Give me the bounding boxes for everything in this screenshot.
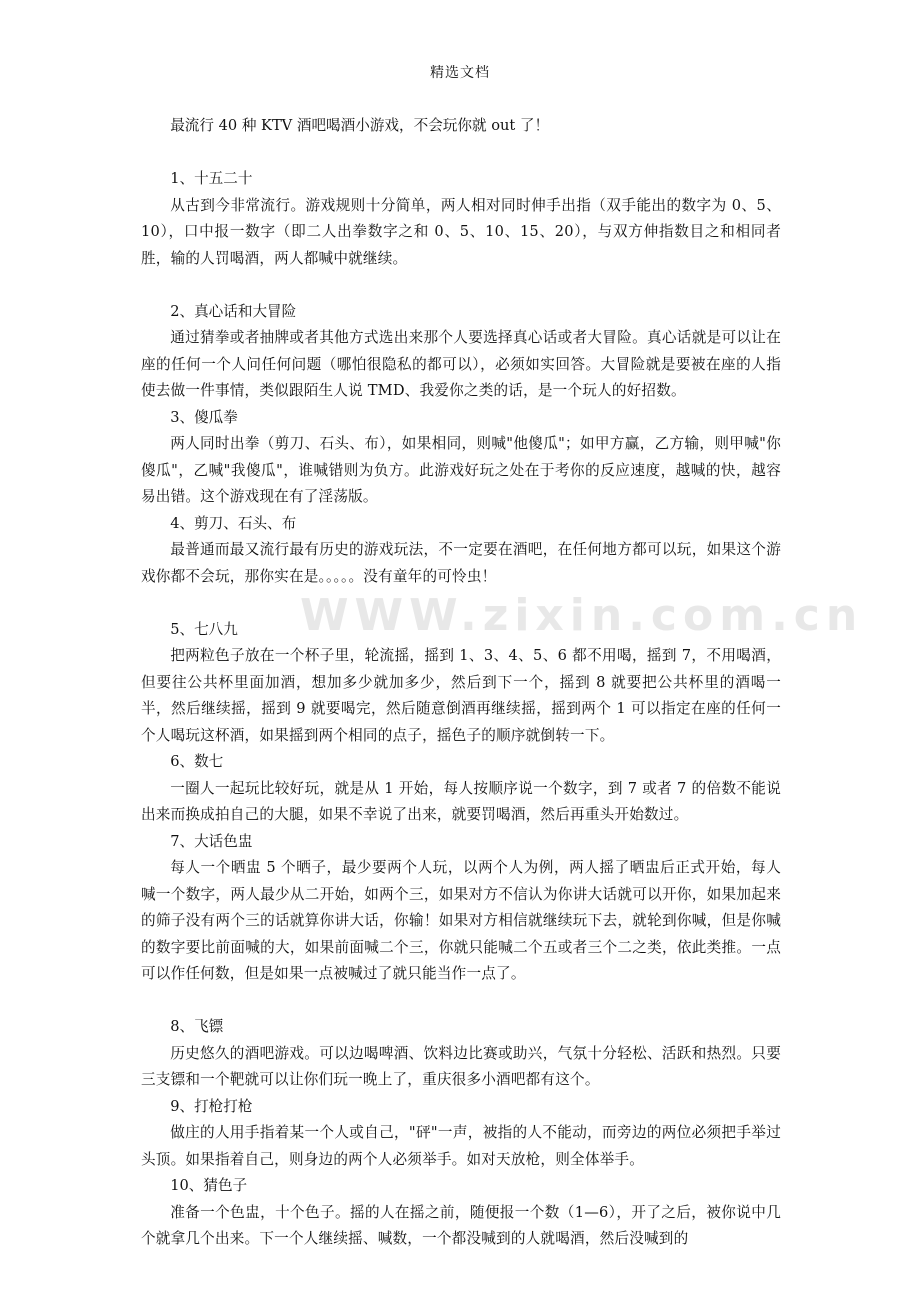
section-title: 5、七八九 [170, 620, 238, 638]
section-body: 最普通而最又流行最有历史的游戏玩法，不一定要在酒吧，在任何地方都可以玩，如果这个游戏你都不会玩，那你实在是。。。。。没有童年的可怜虫！ [141, 541, 781, 585]
section-title: 6、数七 [170, 753, 224, 770]
section-body: 把两粒色子放在一个杯子里，轮流摇，摇到 1、3、4、5、6 都不用喝，摇到 7，不用喝酒，但要往公共杯里面加酒，想加多少就加多少，然后到下一个，摇到 8 就要把公共杯里的酒喝一半，然后继续摇，摇到 9 就要喝完，然后随意倒酒再继续摇，摇到两个 1 可以指定在座的任何一个人喝玩这杯酒，如果摇到两个相同的点子，摇色子的顺序就倒转一下。 [141, 647, 781, 744]
section-body: 每人一个晒盅 5 个晒子，最少要两个人玩，以两个人为例，两人摇了晒盅后正式开始，每人喊一个数字，两人最少从二开始，如两个三，如果对方不信认为你讲大话就可以开你，如果加起来的筛子没有两个三的话就算你讲大话，你输！如果对方相信就继续玩下去，就轮到你喊，但是你喊的数字要比前面喊的大，如果前面喊二个三，你就只能喊二个五或者三个二之类，依此类推。一点可以作任何数，但是如果一点被喊过了就只能当作一点了。 [141, 859, 781, 982]
document-body [141, 113, 864, 1253]
section-body: 做庄的人用手指着某一个人或自己，"砰"一声，被指的人不能动，而旁边的两位必须把手举过头顶。如果指着自己，则身边的两个人必须举手。如对天放枪，则全体举手。 [141, 1124, 781, 1168]
section-body: 通过猜拳或者抽牌或者其他方式选出来那个人要选择真心话或者大冒险。真心话就是可以让在座的任何一个人问任何问题（哪怕很隐私的都可以），必须如实回答。大冒险就是要被在座的人指使去做一件事情，类似跟陌生人说 TMD、我爱你之类的话，是一个玩人的好招数。 [141, 329, 781, 399]
watermark: WWW.zixin.com.cn [300, 590, 864, 641]
section-title: 10、猜色子 [170, 1177, 248, 1194]
document-title: 最流行 40 种 KTV 酒吧喝酒小游戏，不会玩你就 out 了！ [170, 117, 550, 134]
spacer [141, 272, 781, 299]
section-body: 历史悠久的酒吧游戏。可以边喝啤酒、饮料边比赛或助兴，气氛十分轻松、活跃和热烈。只要三支镖和一个靶就可以让你们玩一晚上了，重庆很多小酒吧都有这个。 [141, 1044, 781, 1088]
section-body: 一圈人一起玩比较好玩，就是从 1 开始，每人按顺序说一个数字，到 7 或者 7 的倍数不能说出来而换成拍自己的大腿，如果不幸说了出来，就要罚喝酒，然后再重头开始数过。 [141, 779, 781, 823]
section-title: 4、剪刀、石头、布 [170, 514, 297, 532]
spacer [141, 140, 781, 167]
section-title: 1、十五二十 [170, 170, 253, 187]
section-title: 2、真心话和大冒险 [170, 302, 297, 320]
section-title: 3、傻瓜拳 [170, 408, 238, 426]
page-header: 精选文档 [430, 65, 490, 81]
section-title: 8、飞镖 [170, 1018, 224, 1035]
section-body: 两人同时出拳（剪刀、石头、布），如果相同，则喊"他傻瓜"；如甲方赢，乙方输，则甲喊"你傻瓜"，乙喊"我傻瓜"，谁喊错则为负方。此游戏好玩之处在于考你的反应速度，越喊的快，越容易出错。这个游戏现在有了淫荡版。 [141, 435, 781, 505]
spacer [141, 988, 781, 1015]
spacer [141, 590, 781, 617]
section-body: 准备一个色盅，十个色子。摇的人在摇之前，随便报一个数（1—6），开了之后，被你说中几个就拿几个出来。下一个人继续摇、喊数，一个都没喊到的人就喝酒，然后没喊到的 [141, 1203, 781, 1247]
section-body: 从古到今非常流行。游戏规则十分简单，两人相对同时伸手出指（双手能出的数字为 0、5、10），口中报一数字（即二人出拳数字之和 0、5、10、15、20），与双方伸指数目之和相同者胜，输的人罚喝酒，两人都喊中就继续。 [141, 196, 781, 267]
section-title: 9、打枪打枪 [170, 1097, 253, 1115]
section-title: 7、大话色盅 [170, 832, 253, 850]
